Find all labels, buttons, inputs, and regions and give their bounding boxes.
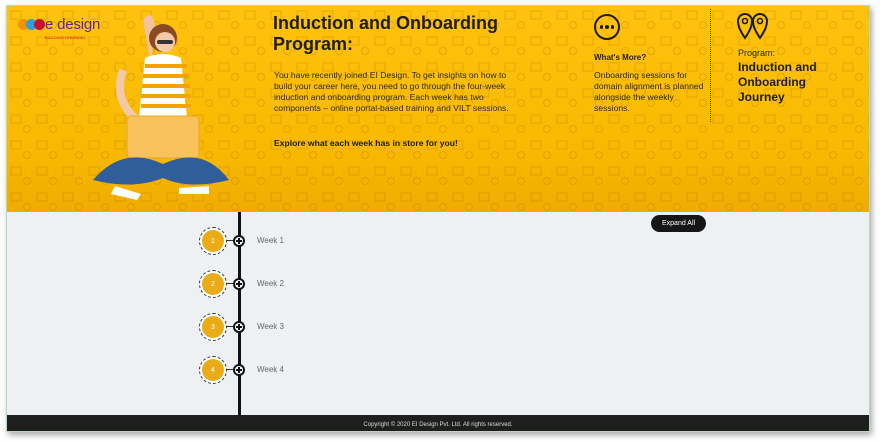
week-number-badge: 1 <box>199 227 227 255</box>
dotted-divider <box>710 9 711 122</box>
whats-more-title: What's More? <box>594 53 647 62</box>
week-label[interactable]: Week 4 <box>257 365 284 374</box>
week-item-4[interactable] <box>199 356 319 384</box>
expand-plus-icon[interactable] <box>233 321 245 333</box>
week-label[interactable]: Week 2 <box>257 279 284 288</box>
intro-cta: Explore what each week has in store for you! <box>274 138 458 148</box>
week-item-1[interactable] <box>199 227 319 255</box>
program-label: Program: <box>738 48 776 58</box>
map-pin-icon <box>736 12 770 40</box>
copyright-text: Copyright © 2020 EI Design Pvt. Ltd. All rights reserved. <box>363 422 513 428</box>
footer <box>7 415 869 431</box>
week-item-3[interactable] <box>199 313 319 341</box>
celebrating-woman-illustration <box>83 10 233 210</box>
expand-plus-icon[interactable] <box>233 235 245 247</box>
week-timeline <box>7 212 869 415</box>
logo-mark-icon <box>18 19 42 30</box>
hero-banner <box>7 6 869 212</box>
expand-plus-icon[interactable] <box>233 278 245 290</box>
week-number-badge: 3 <box>199 313 227 341</box>
more-dots-icon <box>594 14 620 40</box>
week-number-badge: 4 <box>199 356 227 384</box>
week-label[interactable]: Week 3 <box>257 322 284 331</box>
intro-title: Induction and Onboarding Program: <box>273 13 498 54</box>
week-number-badge: 2 <box>199 270 227 298</box>
program-name: Induction and Onboarding Journey <box>738 60 817 104</box>
app-window <box>6 5 870 432</box>
week-item-2[interactable] <box>199 270 319 298</box>
brand-name: e design <box>45 16 101 33</box>
expand-plus-icon[interactable] <box>233 364 245 376</box>
week-label[interactable]: Week 1 <box>257 236 284 245</box>
expand-all-button[interactable]: Expand All <box>651 215 706 232</box>
intro-text: You have recently joined EI Design. To get insights on how to build your career here, you need to go through the four-week induction and onboarding program. Each week has two components – online portal-based training and VILT sessions. <box>274 70 509 113</box>
brand-tagline: BUILDING LEARNING <box>45 35 86 40</box>
whats-more-text: Onboarding sessions for domain alignment is planned alongside the weekly sessions. <box>594 70 704 113</box>
